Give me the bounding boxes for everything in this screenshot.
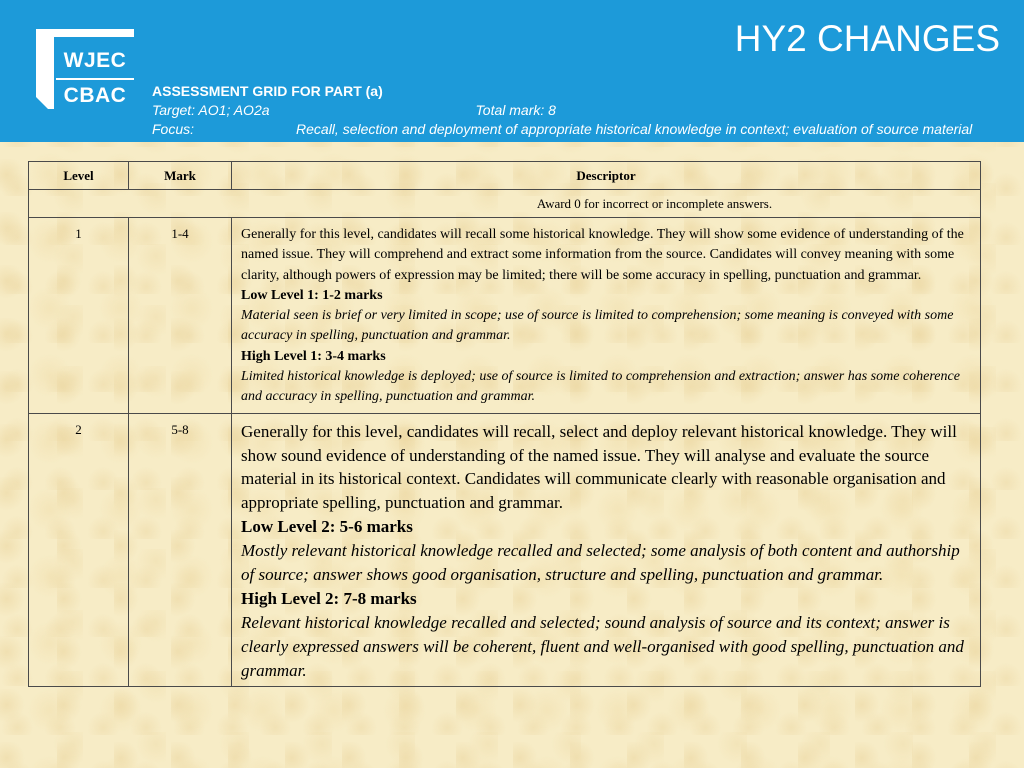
general-descriptor: Generally for this level, candidates will recall, select and deploy relevant historical knowledge. They will show sound evidence of understanding of the named issue. They will analyse and evaluate the source material in its historical context. Candidates will communicate clearly with reasonable organisation and appropriate spelling, punctuation and grammar. (241, 421, 957, 513)
high-level-heading: High Level 1: 3-4 marks (241, 348, 386, 364)
header-mark: Mark (129, 162, 232, 190)
focus-text: Recall, selection and deployment of appropriate historical knowledge in context; evaluation of source material (296, 121, 973, 137)
focus-line (152, 121, 972, 138)
table-header-row (29, 162, 981, 190)
low-level-text: Mostly relevant historical knowledge recalled and selected; some analysis of both content and authorship of source; answer shows good organisation, structure and spelling, punctuation and grammar. (241, 541, 960, 585)
mark-cell: 1-4 (129, 218, 232, 414)
low-level-heading: Low Level 2: 5-6 marks (241, 517, 413, 537)
target-line (152, 102, 556, 119)
high-level-text: Relevant historical knowledge recalled and selected; sound analysis of source and its context; answer is clearly expressed answers will be coherent, fluent and well-organised with good spelling, punctuation and grammar. (241, 612, 964, 680)
award-zero-row (29, 190, 981, 218)
general-descriptor: Generally for this level, candidates will recall some historical knowledge. They will show some evidence of understanding of the named issue. They will comprehend and extract some information from the source. Candidates will convey meaning with some clarity, although powers of expression may be limited; there will be some accuracy in spelling, punctuation and grammar. (241, 227, 964, 283)
level-cell: 2 (29, 413, 129, 686)
total-mark-label: Total mark: 8 (475, 102, 556, 118)
logo-divider (56, 78, 134, 80)
logo-line-2: CBAC (63, 84, 127, 107)
header-descriptor: Descriptor (232, 162, 981, 190)
award-zero-text: Award 0 for incorrect or incomplete answers. (29, 190, 981, 218)
grid-title: ASSESSMENT GRID FOR PART (a) (152, 83, 383, 99)
low-level-text: Material seen is brief or very limited in scope; use of source is limited to comprehension; some meaning is conveyed with some accuracy in spelling, punctuation and grammar. (241, 308, 954, 344)
high-level-text: Limited historical knowledge is deployed; use of source is limited to comprehension and extraction; answer has some coherence and accuracy in spelling, punctuation and grammar. (241, 369, 960, 405)
slide-title: HY2 CHANGES (734, 18, 1000, 59)
low-level-heading: Low Level 1: 1-2 marks (241, 287, 383, 303)
level-cell: 1 (29, 218, 129, 414)
logo-line-1: WJEC (63, 49, 127, 72)
assessment-grid-table (28, 161, 981, 687)
wjec-cbac-logo (36, 29, 134, 109)
descriptor-cell (232, 218, 981, 414)
table-row (29, 413, 981, 686)
table-row (29, 218, 981, 414)
target-label: Target: AO1; AO2a (152, 102, 270, 118)
header-band (0, 0, 1024, 142)
high-level-heading: High Level 2: 7-8 marks (241, 589, 417, 609)
header-level: Level (29, 162, 129, 190)
descriptor-cell (232, 413, 981, 686)
mark-cell: 5-8 (129, 413, 232, 686)
focus-label: Focus: (152, 121, 195, 137)
